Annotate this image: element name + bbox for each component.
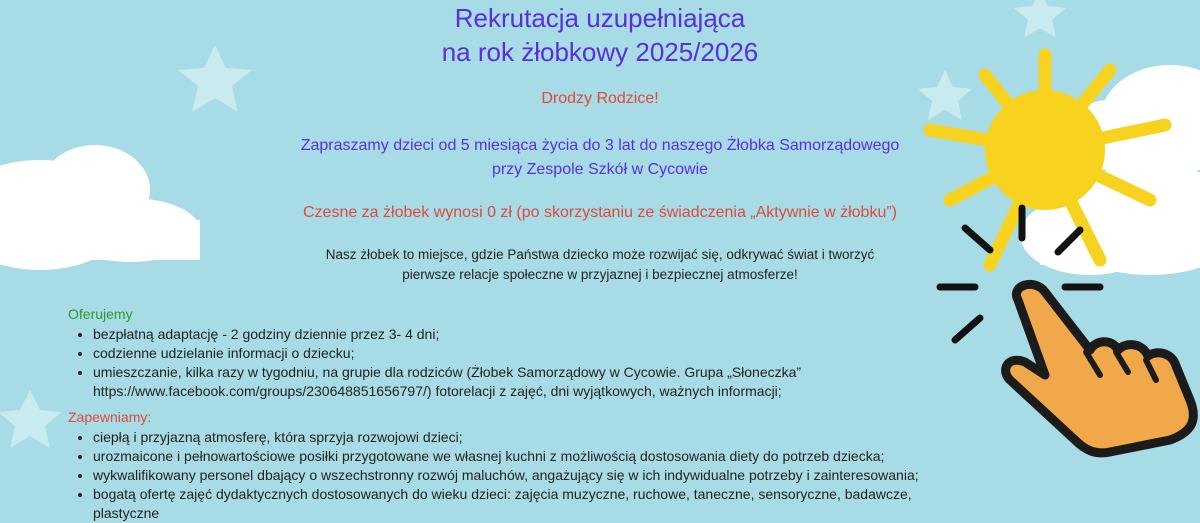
ensure-heading: Zapewniamy: — [68, 409, 152, 425]
description — [0, 245, 1200, 285]
list-item: • bezpłatną adaptację - 2 godziny dziennie przez 3- 4 dni; — [93, 325, 973, 344]
invitation-line-1: Zapraszamy dzieci od 5 miesiąca życia do 3 lat do naszego Żłobka Samorządowego — [300, 137, 900, 154]
title-line-2: na rok żłobkowy 2025/2026 — [441, 37, 759, 67]
invitation-line-2: przy Zespole Szkół w Cycowie — [491, 161, 709, 178]
ensure-list — [72, 428, 973, 523]
list-item: • umieszczanie, kilka razy w tygodniu, na grupie dla rodziców (Żłobek Samorządowy w Cycowie. Grupa „Słoneczka” https://www.facebook.com/groups/230648851656797/) fotorelacji z zajęć, dni wyjątkowych, ważnych informacji; — [93, 363, 973, 401]
description-line-2: pierwsze relacje społeczne w przyjaznej i bezpiecznej atmosferze! — [402, 267, 798, 282]
greeting: Drodzy Rodzice! — [541, 90, 659, 107]
offer-list — [72, 325, 973, 401]
title-line-1: Rekrutacja uzupełniająca — [454, 3, 746, 33]
list-item: • codzienne udzielanie informacji o dziecku; — [93, 344, 973, 363]
list-item: • bogatą ofertę zajęć dydaktycznych dostosowanych do wieku dzieci: zajęcia muzyczne, ruchowe, taneczne, sensoryczne, badawcze, plastyczne — [93, 485, 973, 523]
list-item: • ciepłą i przyjazną atmosferę, która sprzyja rozwojowi dzieci; — [93, 428, 973, 447]
fee-info: Czesne za żłobek wynosi 0 zł (po skorzystaniu ze świadczenia „Aktywnie w żłobku”) — [302, 204, 897, 221]
list-item: • urozmaicone i pełnowartościowe posiłki przygotowane we własnej kuchni z możliwością dostosowania diety do potrzeb dziecka; — [93, 447, 973, 466]
invitation-text — [0, 134, 1200, 182]
description-line-1: Nasz żłobek to miejsce, gdzie Państwa dziecko może rozwijać się, odkrywać świat i tworzyć — [325, 247, 875, 262]
offer-heading: Oferujemy — [68, 306, 133, 322]
list-item: • wykwalifikowany personel dbający o wszechstronny rozwój maluchów, angażujący się w ich indywidualne potrzeby i zainteresowania; — [93, 466, 973, 485]
page-title — [0, 1, 1200, 69]
